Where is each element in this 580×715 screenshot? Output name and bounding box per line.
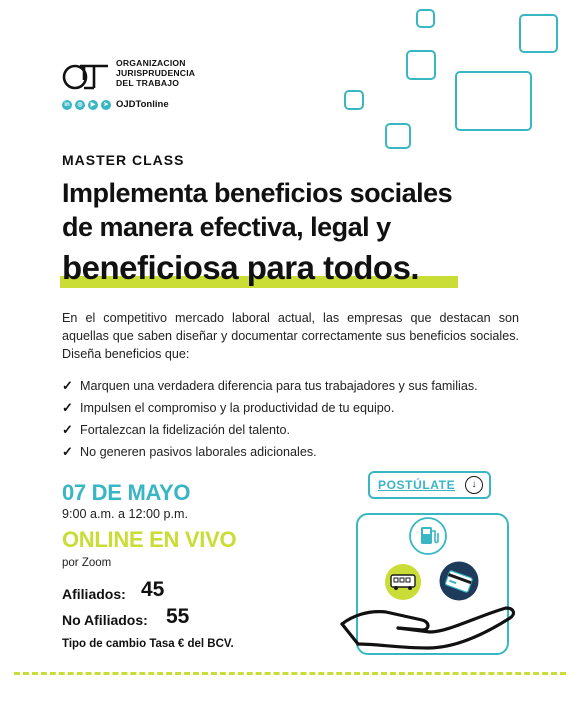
page-title <box>62 176 452 244</box>
decor-square <box>344 90 364 110</box>
exchange-rate-note: Tipo de cambio Tasa € del BCV. <box>62 638 234 650</box>
organization-name <box>116 58 195 88</box>
event-kicker: MASTER CLASS <box>62 152 185 168</box>
fuel-pump-icon <box>408 516 448 556</box>
intro-paragraph: En el competitivo mercado laboral actual, las empresas que destacan son aquellas que saben diseñar y documentar correctamente sus beneficios sociales. Diseña beneficios que: <box>62 311 519 361</box>
list-item <box>62 397 532 419</box>
linkedin-icon[interactable]: in <box>62 100 72 110</box>
benefit-text: Impulsen el compromiso y la productividad de tu equipo. <box>80 401 395 415</box>
check-icon: ✓ <box>62 422 73 437</box>
social-links <box>62 100 111 110</box>
benefit-text: Marquen una verdadera diferencia para tus trabajadores y sus familias. <box>80 379 478 393</box>
event-platform: por Zoom <box>62 557 112 569</box>
title-line: de manera efectiva, legal y <box>62 212 391 242</box>
title-line: Implementa beneficios sociales <box>62 178 453 208</box>
event-mode: ONLINE EN VIVO <box>62 527 237 552</box>
decor-square <box>406 50 436 80</box>
members-price-label: Afiliados: <box>62 586 126 602</box>
decor-square <box>519 14 558 53</box>
event-date: 07 DE MAYO <box>62 480 191 505</box>
org-line: ORGANIZACION <box>116 58 186 68</box>
list-item <box>62 375 532 397</box>
decor-square <box>385 123 411 149</box>
ojt-logo-icon <box>62 63 110 91</box>
org-line: JURISPRUDENCIA <box>116 68 196 78</box>
download-icon: ↓ <box>465 476 483 494</box>
open-hand-icon <box>338 596 518 652</box>
non-members-price-label: No Afiliados: <box>62 612 148 628</box>
title-highlight: beneficiosa para todos. <box>62 249 420 286</box>
members-price: 45 <box>141 578 165 601</box>
benefit-text: No generen pasivos laborales adicionales. <box>80 445 317 459</box>
check-icon: ✓ <box>62 400 73 415</box>
youtube-icon[interactable]: ▶ <box>88 100 98 110</box>
footer-dashed-divider <box>14 672 566 675</box>
non-members-price: 55 <box>166 605 190 628</box>
social-handle: OJDTonline <box>116 99 169 110</box>
event-time: 9:00 a.m. a 12:00 p.m. <box>62 507 189 521</box>
apply-button-label: POSTÚLATE <box>378 478 456 492</box>
check-icon: ✓ <box>62 378 73 393</box>
list-item <box>62 419 532 441</box>
instagram-icon[interactable]: ◎ <box>75 100 85 110</box>
decor-square <box>455 71 532 131</box>
telegram-icon[interactable]: ➤ <box>101 100 111 110</box>
benefits-list <box>62 375 532 463</box>
decor-square <box>416 9 435 28</box>
org-line: DEL TRABAJO <box>116 78 180 88</box>
check-icon: ✓ <box>62 444 73 459</box>
benefit-text: Fortalezcan la fidelización del talento. <box>80 423 291 437</box>
apply-button[interactable] <box>368 471 491 499</box>
list-item <box>62 441 532 463</box>
